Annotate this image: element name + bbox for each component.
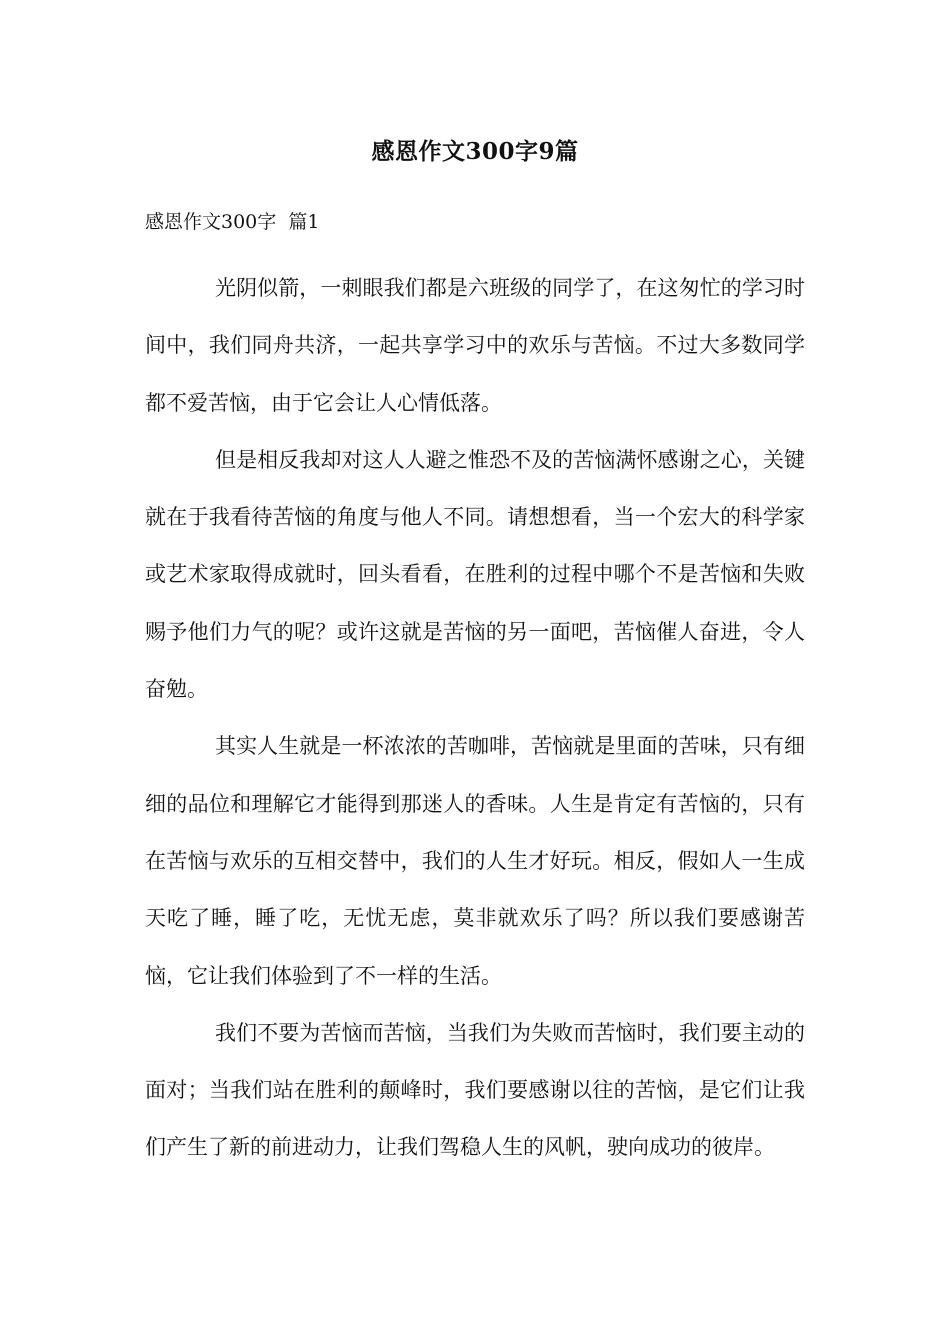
section-heading: 感恩作文300字 篇1 bbox=[145, 211, 320, 233]
body-text bbox=[145, 260, 805, 1177]
paragraph: 我们不要为苦恼而苦恼，当我们为失败而苦恼时，我们要主动的面对；当我们站在胜利的颠峰时，我们要感谢以往的苦恼，是它们让我们产生了新的前进动力，让我们驾稳人生的风帆，驶向成功的彼岸。 bbox=[145, 1020, 805, 1160]
paragraph: 其实人生就是一杯浓浓的苦咖啡，苦恼就是里面的苦味，只有细细的品位和理解它才能得到那迷人的香味。人生是肯定有苦恼的，只有在苦恼与欢乐的互相交替中，我们的人生才好玩。相反，假如人一生成天吃了睡，睡了吃，无忧无虑，莫非就欢乐了吗？所以我们要感谢苦恼，它让我们体验到了不一样的生活。 bbox=[145, 734, 805, 988]
paragraph: 但是相反我却对这人人避之惟恐不及的苦恼满怀感谢之心，关键就在于我看待苦恼的角度与他人不同。请想想看，当一个宏大的科学家或艺术家取得成就时，回头看看，在胜利的过程中哪个不是苦恼和失败赐予他们力气的呢？或许这就是苦恼的另一面吧，苦恼催人奋进，令人奋勉。 bbox=[145, 447, 805, 702]
paragraph: 光阴似箭，一刺眼我们都是六班级的同学了，在这匆忙的学习时间中，我们同舟共济，一起共享学习中的欢乐与苦恼。不过大多数同学都不爱苦恼，由于它会让人心情低落。 bbox=[145, 276, 805, 415]
document-title: 感恩作文300字9篇 bbox=[371, 138, 579, 165]
